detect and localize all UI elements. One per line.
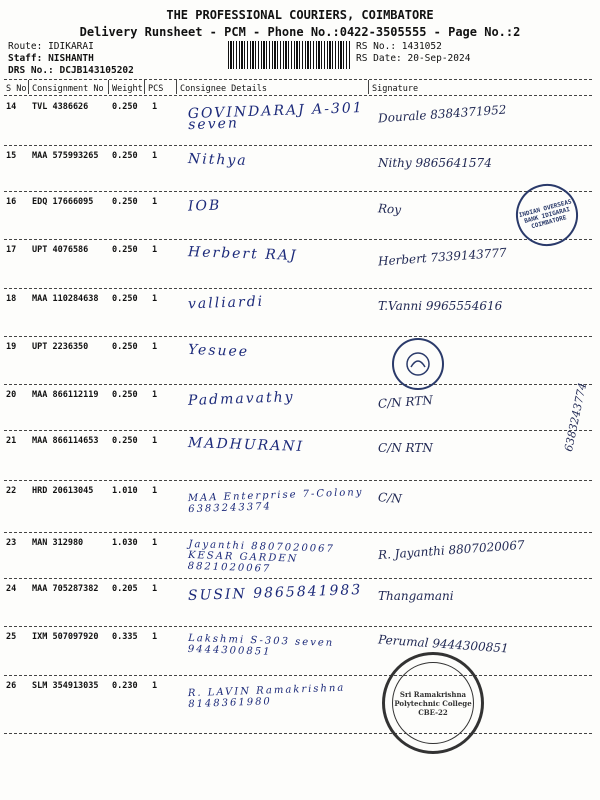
- row-divider: [4, 675, 592, 676]
- row-signature: Perumal 9444300851: [377, 632, 510, 656]
- row-signature: C/N RTN: [378, 441, 433, 455]
- row-weight: 1.030: [112, 538, 138, 548]
- row-weight: 0.250: [112, 390, 138, 400]
- row-pcs: 1: [152, 151, 158, 161]
- row-sno: 16: [6, 197, 17, 207]
- row-sno: 26: [6, 681, 17, 691]
- row-sno: 21: [6, 436, 17, 446]
- row-weight: 0.250: [112, 294, 138, 304]
- row-signature: T.Vanni 9965554616: [378, 299, 503, 313]
- row-weight: 0.250: [112, 197, 138, 207]
- row-signature: R. Jayanthi 8807020067: [377, 537, 526, 563]
- row-consignment: EDQ 17666095: [32, 197, 94, 207]
- row-consignee-handwriting: Padmavathy: [187, 389, 295, 409]
- row-divider: [4, 430, 592, 431]
- row-sno: 25: [6, 632, 17, 642]
- row-consignment: HRD 20613045: [32, 486, 94, 496]
- col-pcs: PCS: [148, 84, 164, 94]
- row-signature: C/N RTN: [377, 393, 434, 411]
- row-consignee-handwriting: Nithya: [187, 150, 248, 170]
- row-sno: 23: [6, 538, 17, 548]
- row-pcs: 1: [152, 342, 158, 352]
- row-pcs: 1: [152, 584, 158, 594]
- col-sno: S No: [6, 84, 27, 94]
- row-consignee-handwriting: Herbert RAJ: [187, 244, 298, 264]
- bank-stamp: INDIAN OVERSEAS BANK IDIGARAI COIMBATORE: [509, 177, 585, 253]
- row-divider: [4, 480, 592, 481]
- row-divider: [4, 578, 592, 579]
- row-divider: [4, 191, 592, 192]
- row-pcs: 1: [152, 486, 158, 496]
- row-weight: 0.250: [112, 102, 138, 112]
- company-title: THE PROFESSIONAL COURIERS, COIMBATORE: [166, 8, 434, 22]
- row-weight: 0.250: [112, 245, 138, 255]
- row-consignee-handwriting: R. LAVIN Ramakrishna 8148361980: [187, 682, 346, 711]
- row-pcs: 1: [152, 538, 158, 548]
- row-divider: [4, 239, 592, 240]
- row-signature: Nithy 9865641574: [378, 156, 492, 170]
- row-sno: 22: [6, 486, 17, 496]
- row-pcs: 1: [152, 681, 158, 691]
- row-consignment: MAA 705287382: [32, 584, 99, 594]
- row-consignment: MAA 110284638: [32, 294, 99, 304]
- row-divider: [4, 288, 592, 289]
- seal-icon: [403, 349, 433, 379]
- row-divider: [4, 733, 592, 734]
- row-weight: 0.250: [112, 151, 138, 161]
- runsheet-subtitle: Delivery Runsheet - PCM - Phone No.:0422-3505555 - Page No.:2: [79, 25, 521, 39]
- row-weight: 0.205: [112, 584, 138, 594]
- row-weight: 0.335: [112, 632, 138, 642]
- row-pcs: 1: [152, 390, 158, 400]
- row-consignment: MAN 312980: [32, 538, 84, 548]
- staff-line: Staff: NISHANTH: [8, 53, 94, 64]
- row-consignee-handwriting: Yesuee: [187, 341, 250, 361]
- row-consignee-handwriting: GOVINDARAJ A-301 seven: [187, 100, 364, 134]
- rs-date-line: RS Date: 20-Sep-2024: [356, 53, 471, 64]
- row-pcs: 1: [152, 436, 158, 446]
- col-consignment: Consignment No: [32, 84, 104, 94]
- row-consignee-handwriting: Lakshmi S-303 seven 9444300851: [187, 632, 335, 658]
- row-sno: 14: [6, 102, 17, 112]
- margin-note: 6383243774: [562, 381, 590, 453]
- row-consignee-handwriting: SUSIN 9865841983: [187, 581, 363, 605]
- row-weight: 1.010: [112, 486, 138, 496]
- row-consignment: MAA 866114653: [32, 436, 99, 446]
- row-pcs: 1: [152, 197, 158, 207]
- row-signature: Dourale 8384371952: [377, 102, 507, 126]
- row-sno: 17: [6, 245, 17, 255]
- round-stamp: [392, 338, 444, 390]
- row-sno: 20: [6, 390, 17, 400]
- row-divider: [4, 145, 592, 146]
- college-stamp: Sri Ramakrishna Polytechnic College CBE-22: [382, 652, 484, 754]
- row-weight: 0.250: [112, 436, 138, 446]
- row-consignee-handwriting: MADHURANI: [187, 434, 305, 456]
- row-consignment: SLM 354913035: [32, 681, 99, 691]
- row-consignment: UPT 4076586: [32, 245, 89, 255]
- row-pcs: 1: [152, 102, 158, 112]
- col-consignee: Consignee Details: [180, 84, 267, 94]
- row-consignment: MAA 575993265: [32, 151, 99, 161]
- drs-line: DRS No.: DCJB143105202: [8, 65, 134, 76]
- row-weight: 0.230: [112, 681, 138, 691]
- row-signature: Thangamani: [378, 589, 454, 603]
- row-consignment: MAA 866112119: [32, 390, 99, 400]
- row-divider: [4, 626, 592, 627]
- col-weight: Weight: [112, 84, 143, 94]
- barcode: [228, 41, 350, 69]
- row-consignment: TVL 4386626: [32, 102, 89, 112]
- header-divider-bottom: [4, 95, 592, 96]
- row-consignment: IXM 507097920: [32, 632, 99, 642]
- row-signature: Roy: [377, 201, 402, 217]
- row-pcs: 1: [152, 632, 158, 642]
- route-line: Route: IDIKARAI: [8, 41, 94, 52]
- header-divider-top: [4, 79, 592, 80]
- row-pcs: 1: [152, 294, 158, 304]
- row-signature: Herbert 7339143777: [377, 245, 508, 269]
- row-sno: 18: [6, 294, 17, 304]
- row-divider: [4, 336, 592, 337]
- col-signature: Signature: [372, 84, 419, 94]
- row-consignee-handwriting: MAA Enterprise 7-Colony 6383243374: [187, 487, 364, 516]
- row-sno: 15: [6, 151, 17, 161]
- row-signature: C/N: [377, 490, 403, 506]
- row-weight: 0.250: [112, 342, 138, 352]
- row-sno: 19: [6, 342, 17, 352]
- rs-no-line: RS No.: 1431052: [356, 41, 442, 52]
- row-divider: [4, 384, 592, 385]
- row-sno: 24: [6, 584, 17, 594]
- row-divider: [4, 532, 592, 533]
- row-pcs: 1: [152, 245, 158, 255]
- row-consignee-handwriting: IOB: [187, 197, 222, 215]
- row-consignment: UPT 2236350: [32, 342, 89, 352]
- row-consignee-handwriting: Jayanthi 8807020067 KESAR GARDEN 8821020067: [187, 538, 336, 575]
- row-consignee-handwriting: valliardi: [187, 293, 265, 313]
